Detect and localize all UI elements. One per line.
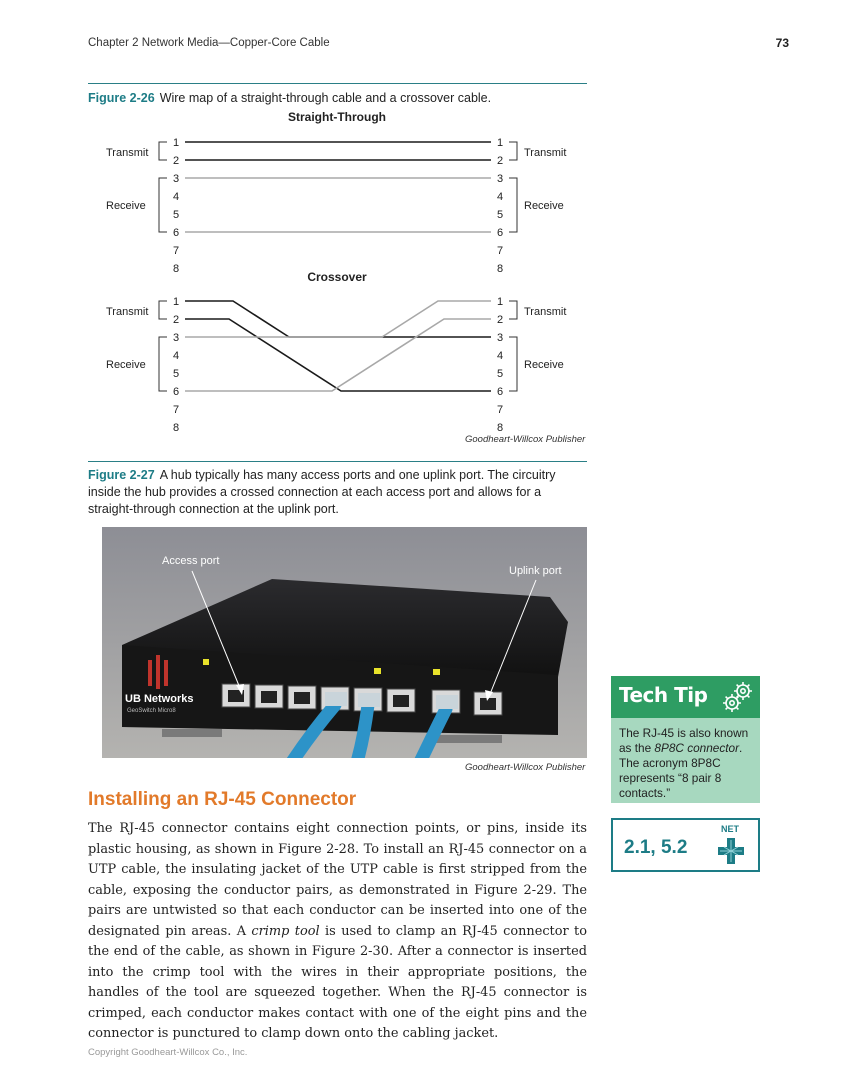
pin-number: 3 (172, 332, 180, 344)
figure-label: Figure 2-27 (88, 468, 155, 482)
figure-label: Figure 2-26 (88, 91, 155, 105)
pin-number: 3 (496, 332, 504, 344)
pin-number: 2 (172, 314, 180, 326)
pin-number: 5 (172, 209, 180, 221)
pin-number: 4 (496, 350, 504, 362)
wire-map-diagram (88, 105, 588, 445)
transmit-label: Transmit (524, 147, 567, 159)
tip-text-part: The RJ-45 is also known as the (619, 726, 749, 755)
pin-number: 5 (496, 368, 504, 380)
body-paragraph (88, 819, 587, 1045)
hub-photo (102, 527, 587, 758)
section-heading: Installing an RJ-45 Connector (88, 789, 357, 810)
pin-number: 4 (172, 350, 180, 362)
paragraph-part: is used to clamp an RJ-45 connector to the end of the cable, as shown in Figure 2-30. After a connector is inserted into the crimp tool with the wires in their appropriate positions, the handles of the tool are squeezed together. When the RJ-45 connector is crimped, each conductor makes contact with one of the eight pins and the connector is punctured to clamp down onto the cabling jacket. (88, 923, 587, 1041)
transmit-label: Transmit (524, 306, 567, 318)
pin-number: 3 (496, 173, 504, 185)
pin-number: 3 (172, 173, 180, 185)
transmit-label: Transmit (106, 147, 149, 159)
figure-rule (88, 83, 587, 84)
figure-2-27-caption (88, 467, 587, 518)
pin-number: 1 (172, 137, 180, 149)
pin-number: 7 (172, 245, 180, 257)
paragraph-part: The RJ-45 connector contains eight connection points, or pins, inside its plastic housing, as shown in Figure 2-28. To install an RJ-45 connector on a UTP cable, the insulating jacket of the UTP cable is first stripped from the cable, exposing the conductor pairs, as demonstrated in Figure 2-29. The pairs are untwisted so that each conductor can be inserted into one of the designated pin areas. A (88, 821, 587, 939)
pin-number: 7 (496, 404, 504, 416)
wire-6-crossover (185, 319, 491, 391)
receive-label: Receive (524, 200, 564, 212)
pin-number: 8 (172, 422, 180, 434)
pin-number: 2 (496, 314, 504, 326)
tip-text-part: . The acronym 8P8C represents “8 pair 8 contacts.” (619, 741, 743, 800)
pin-number: 6 (496, 386, 504, 398)
uplink-port-label: Uplink port (509, 565, 562, 577)
pin-number: 7 (172, 404, 180, 416)
tech-tip-text (619, 726, 759, 801)
pin-number: 8 (496, 263, 504, 275)
pin-number: 4 (496, 191, 504, 203)
figure-caption-text: A hub typically has many access ports and one uplink port. The circuitry inside the hub provides a crossed connection at each access port and allows for a straight-through connection at the uplink port. (88, 468, 556, 516)
page-number: 73 (775, 36, 789, 50)
crossover-title: Crossover (307, 270, 367, 284)
net-objectives-box (611, 818, 760, 872)
pin-number: 5 (172, 368, 180, 380)
wire-2-crossover (185, 319, 491, 391)
hub-brand-sub: GeoSwitch Micro8 (127, 708, 176, 714)
receive-label: Receive (106, 359, 146, 371)
access-port-label: Access port (162, 555, 220, 567)
running-head: Chapter 2 Network Media—Copper-Core Cable (88, 37, 330, 49)
net-tag: NET (721, 824, 739, 834)
figure-credit: Goodheart-Willcox Publisher (465, 434, 586, 445)
pin-number: 2 (496, 155, 504, 167)
pin-number: 5 (496, 209, 504, 221)
net-plus-icon (716, 836, 746, 866)
pin-number: 2 (172, 155, 180, 167)
figure-rule (88, 461, 587, 462)
gears-icon (721, 680, 757, 714)
pin-number: 8 (172, 263, 180, 275)
receive-label: Receive (106, 200, 146, 212)
tip-term: 8P8C connector (654, 741, 740, 755)
tech-tip-header (611, 676, 760, 718)
pin-number: 1 (172, 296, 180, 308)
transmit-label: Transmit (106, 306, 149, 318)
pin-number: 6 (172, 386, 180, 398)
pin-number: 7 (496, 245, 504, 257)
pin-number: 6 (172, 227, 180, 239)
figure-caption-text: Wire map of a straight-through cable and a crossover cable. (159, 91, 492, 105)
tech-tip-box (611, 676, 760, 803)
receive-label: Receive (524, 359, 564, 371)
net-objectives: 2.1, 5.2 (624, 837, 688, 858)
pin-number: 8 (496, 422, 504, 434)
figure-credit: Goodheart-Willcox Publisher (465, 762, 586, 773)
pin-number: 4 (172, 191, 180, 203)
hub-brand: UB Networks (125, 693, 194, 705)
copyright-footer: Copyright Goodheart-Willcox Co., Inc. (88, 1047, 248, 1058)
pin-number: 1 (496, 296, 504, 308)
straight-through-title: Straight-Through (288, 110, 386, 124)
tech-tip-title: Tech Tip (619, 683, 708, 707)
key-term: crimp tool (251, 923, 320, 939)
pin-number: 6 (496, 227, 504, 239)
pin-number: 1 (496, 137, 504, 149)
